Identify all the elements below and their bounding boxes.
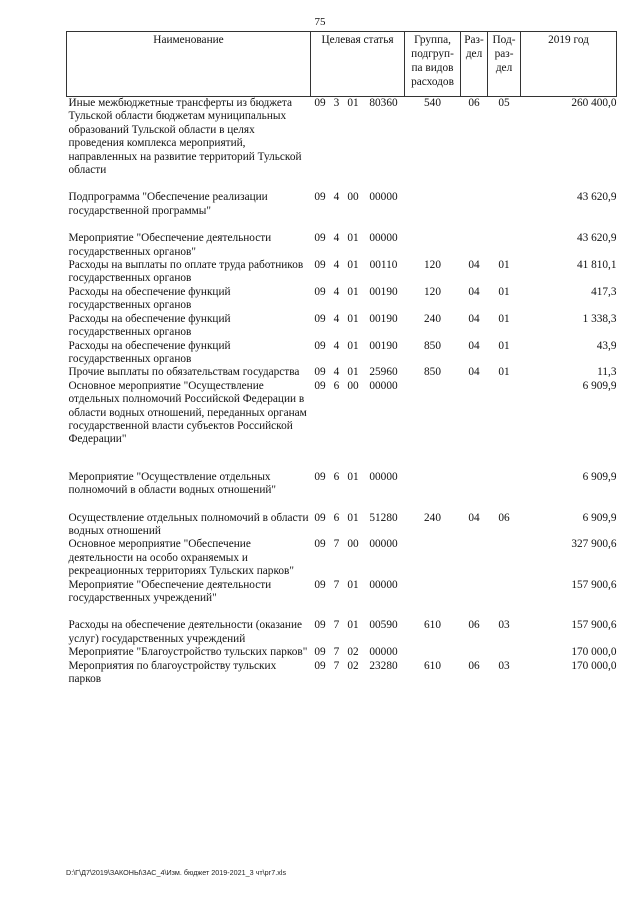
- target-code-direction: 23280: [369, 659, 398, 672]
- target-code-direction: 80360: [369, 97, 398, 109]
- target-code-measure: 02: [347, 659, 359, 672]
- row-name-cell: Основное мероприятие "Осуществление отдельных полномочий Российской Федерации в области водных отношений, переданных органам государственной власти субъектов Российской Федерации": [68, 379, 307, 446]
- target-code-subprogram: 4: [333, 285, 340, 298]
- expense-group-cell: 540: [424, 97, 441, 109]
- table-row: [67, 191, 617, 218]
- target-code-subprogram: 7: [333, 619, 340, 632]
- amount-cell: 6 909,9: [582, 511, 617, 524]
- expense-group-cell: [405, 646, 461, 659]
- podrazdel-cell: 06: [498, 511, 510, 524]
- page-number: 75: [314, 16, 326, 28]
- expense-group-cell: [405, 232, 461, 259]
- budget-table: [66, 31, 617, 686]
- amount-cell: 157 900,6: [571, 578, 617, 591]
- target-code-program: 09: [314, 619, 326, 632]
- amount-cell: 43 620,9: [576, 191, 617, 204]
- target-code-measure: 01: [347, 97, 359, 109]
- podrazdel-cell: [488, 538, 521, 578]
- target-code-direction: 00000: [369, 232, 398, 245]
- row-name-cell: Расходы на обеспечение деятельности (оказание услуг) государственных учреждений: [68, 619, 303, 645]
- expense-group-cell: 240: [424, 312, 441, 325]
- expense-group-cell: [405, 380, 461, 447]
- table-row: [67, 619, 617, 646]
- target-code-direction: 00590: [369, 619, 398, 632]
- podrazdel-cell: [488, 380, 521, 447]
- row-name-cell: Мероприятие "Обеспечение деятельности государственных органов": [68, 232, 272, 258]
- target-code-program: 09: [314, 191, 326, 204]
- target-code-direction: 00000: [369, 578, 398, 591]
- table-row: [67, 366, 617, 379]
- target-code-subprogram: 4: [333, 312, 340, 325]
- razdel-cell: 04: [468, 366, 480, 379]
- razdel-cell: [461, 232, 488, 259]
- razdel-cell: [461, 538, 488, 578]
- target-code-measure: 00: [347, 379, 359, 392]
- table-row: [67, 313, 617, 340]
- target-code-measure: 00: [347, 538, 359, 551]
- razdel-cell: 04: [468, 312, 480, 325]
- amount-cell: 6 909,9: [582, 379, 617, 392]
- row-name-cell: Расходы на выплаты по оплате труда работников государственных органов: [68, 259, 304, 285]
- row-name-cell: Расходы на обеспечение функций государственных органов: [68, 285, 231, 312]
- target-code-measure: 01: [347, 259, 359, 272]
- expense-group-cell: 120: [424, 285, 441, 298]
- podrazdel-cell: 03: [498, 619, 510, 632]
- target-code-direction: 00000: [369, 470, 398, 483]
- expense-group-cell: 610: [424, 619, 441, 632]
- expense-group-cell: 850: [424, 366, 441, 379]
- target-code-measure: 00: [347, 191, 359, 204]
- target-code-measure: 01: [347, 312, 359, 325]
- row-name-cell: Прочие выплаты по обязательствам государства: [68, 366, 300, 379]
- podrazdel-cell: 01: [498, 312, 510, 325]
- spacer-cell: [67, 447, 617, 471]
- podrazdel-cell: 01: [498, 285, 510, 298]
- target-code-subprogram: 6: [333, 470, 340, 483]
- expense-group-cell: 240: [424, 511, 441, 524]
- spacer-cell: [67, 218, 617, 232]
- target-code-direction: 00000: [369, 646, 398, 659]
- target-code-program: 09: [314, 97, 326, 109]
- header-year: 2019 год: [521, 32, 617, 97]
- razdel-cell: 04: [468, 339, 480, 352]
- target-code-direction: 00190: [369, 285, 398, 298]
- target-code-measure: 01: [347, 285, 359, 298]
- spacer-cell: [67, 177, 617, 191]
- amount-cell: 41 810,1: [576, 259, 617, 272]
- razdel-cell: [461, 191, 488, 218]
- razdel-cell: 06: [468, 659, 480, 672]
- amount-cell: 43,9: [596, 339, 617, 352]
- target-code-program: 09: [314, 538, 326, 551]
- podrazdel-cell: 01: [498, 366, 510, 379]
- target-code-measure: 01: [347, 232, 359, 245]
- target-code-program: 09: [314, 646, 326, 659]
- target-code-direction: 00000: [369, 379, 398, 392]
- target-code-direction: 25960: [369, 366, 398, 379]
- podrazdel-cell: [488, 471, 521, 498]
- razdel-cell: 06: [468, 619, 480, 632]
- row-name-cell: Основное мероприятие "Обеспечение деятельности на особо охраняемых и рекреационных территориях Тульских парков": [68, 538, 294, 578]
- table-row: [67, 471, 617, 498]
- target-code-subprogram: 7: [333, 578, 340, 591]
- row-spacer: [67, 498, 617, 512]
- row-name-cell: Мероприятие "Осуществление отдельных полномочий в области водных отношений": [68, 470, 277, 497]
- amount-cell: 170 000,0: [571, 646, 617, 659]
- amount-cell: 43 620,9: [576, 232, 617, 245]
- target-code-program: 09: [314, 470, 326, 483]
- header-razdel: Раз- дел: [461, 32, 488, 97]
- target-code-measure: 01: [347, 470, 359, 483]
- row-name-cell: Расходы на обеспечение функций государственных органов: [68, 339, 231, 365]
- razdel-cell: [461, 380, 488, 447]
- row-spacer: [67, 177, 617, 191]
- target-code-subprogram: 4: [333, 339, 340, 352]
- amount-cell: 6 909,9: [582, 470, 617, 483]
- target-code-subprogram: 7: [333, 659, 340, 672]
- amount-cell: 417,3: [591, 285, 617, 298]
- target-code-direction: 00190: [369, 312, 398, 325]
- target-code-measure: 01: [347, 339, 359, 352]
- target-code-program: 09: [314, 285, 326, 298]
- amount-cell: 157 900,6: [571, 619, 617, 632]
- spacer-cell: [67, 605, 617, 619]
- row-name-cell: Мероприятие "Обеспечение деятельности государственных учреждений": [68, 578, 272, 604]
- target-code-measure: 01: [347, 578, 359, 591]
- row-name-cell: Мероприятие "Благоустройство тульских парков": [68, 646, 308, 659]
- target-code-subprogram: 4: [333, 259, 340, 272]
- expense-group-cell: [405, 538, 461, 578]
- amount-cell: 260 400,0: [571, 97, 617, 109]
- header-podrazdel: Под- раз- дел: [488, 32, 521, 97]
- table-header-row: [67, 32, 617, 97]
- row-spacer: [67, 218, 617, 232]
- target-code-measure: 01: [347, 619, 359, 632]
- target-code-direction: 00110: [369, 259, 398, 272]
- expense-group-cell: [405, 579, 461, 606]
- razdel-cell: [461, 579, 488, 606]
- amount-cell: 11,3: [597, 366, 617, 379]
- table-row: [67, 380, 617, 447]
- target-code-direction: 00000: [369, 538, 398, 551]
- amount-cell: 1 338,3: [582, 312, 617, 325]
- expense-group-cell: [405, 191, 461, 218]
- target-code-program: 09: [314, 659, 326, 672]
- podrazdel-cell: [488, 579, 521, 606]
- target-code-measure: 01: [347, 511, 359, 524]
- razdel-cell: 04: [468, 285, 480, 298]
- table-row: [67, 660, 617, 687]
- target-code-program: 09: [314, 339, 326, 352]
- razdel-cell: [461, 471, 488, 498]
- target-code-subprogram: 4: [333, 191, 340, 204]
- expense-group-cell: [405, 471, 461, 498]
- table-row: [67, 286, 617, 313]
- target-code-program: 09: [314, 312, 326, 325]
- target-code-subprogram: 6: [333, 511, 340, 524]
- target-code-program: 09: [314, 511, 326, 524]
- target-code-measure: 02: [347, 646, 359, 659]
- expense-group-cell: 120: [424, 259, 441, 272]
- expense-group-cell: 610: [424, 659, 441, 672]
- header-name: Наименование: [67, 32, 311, 97]
- target-code-program: 09: [314, 578, 326, 591]
- target-code-measure: 01: [347, 366, 359, 379]
- table-row: [67, 97, 617, 178]
- target-code-direction: 00190: [369, 339, 398, 352]
- podrazdel-cell: 05: [498, 97, 510, 109]
- razdel-cell: [461, 646, 488, 659]
- row-spacer: [67, 605, 617, 619]
- table-row: [67, 340, 617, 367]
- target-code-subprogram: 4: [333, 366, 340, 379]
- row-spacer: [67, 447, 617, 471]
- table-row: [67, 232, 617, 259]
- target-code-subprogram: 4: [333, 232, 340, 245]
- target-code-subprogram: 3: [333, 97, 340, 109]
- header-group: Группа, подгруп- па видов расходов: [405, 32, 461, 97]
- podrazdel-cell: [488, 232, 521, 259]
- amount-cell: 327 900,6: [571, 538, 617, 551]
- podrazdel-cell: 03: [498, 659, 510, 672]
- target-code-subprogram: 7: [333, 538, 340, 551]
- row-name-cell: Осуществление отдельных полномочий в области водных отношений: [68, 511, 309, 537]
- file-path-footer: D:\Г\Д7\2019\ЗАКОНЫ\ЗАС_4\Изм. бюджет 2019-2021_3 чт\рг7.xls: [66, 868, 287, 877]
- target-code-program: 09: [314, 379, 326, 392]
- table-row: [67, 538, 617, 578]
- target-code-subprogram: 7: [333, 646, 340, 659]
- row-name-cell: Мероприятия по благоустройству тульских парков: [68, 659, 277, 686]
- target-code-program: 09: [314, 259, 326, 272]
- header-target-article: Целевая статья: [311, 32, 405, 97]
- table-row: [67, 259, 617, 286]
- podrazdel-cell: [488, 646, 521, 659]
- target-code-direction: 51280: [369, 511, 398, 524]
- row-name-cell: Подпрограмма "Обеспечение реализации государственной программы": [68, 191, 268, 217]
- target-code-program: 09: [314, 366, 326, 379]
- row-name-cell: Иные межбюджетные трансферты из бюджета Тульской области бюджетам муниципальных образований Тульской области в целях проведения комплекса мероприятий, направленных на развитие территорий Тульской области: [68, 97, 302, 177]
- row-name-cell: Расходы на обеспечение функций государственных органов: [68, 312, 231, 339]
- table-row: [67, 646, 617, 659]
- razdel-cell: 06: [468, 97, 480, 109]
- razdel-cell: 04: [468, 511, 480, 524]
- table-row: [67, 512, 617, 539]
- table-body: [67, 97, 617, 687]
- podrazdel-cell: 01: [498, 259, 510, 272]
- target-code-direction: 00000: [369, 191, 398, 204]
- spacer-cell: [67, 498, 617, 512]
- expense-group-cell: 850: [424, 339, 441, 352]
- podrazdel-cell: [488, 191, 521, 218]
- target-code-subprogram: 6: [333, 379, 340, 392]
- target-code-program: 09: [314, 232, 326, 245]
- amount-cell: 170 000,0: [571, 659, 617, 672]
- table-row: [67, 579, 617, 606]
- podrazdel-cell: 01: [498, 339, 510, 352]
- razdel-cell: 04: [468, 259, 480, 272]
